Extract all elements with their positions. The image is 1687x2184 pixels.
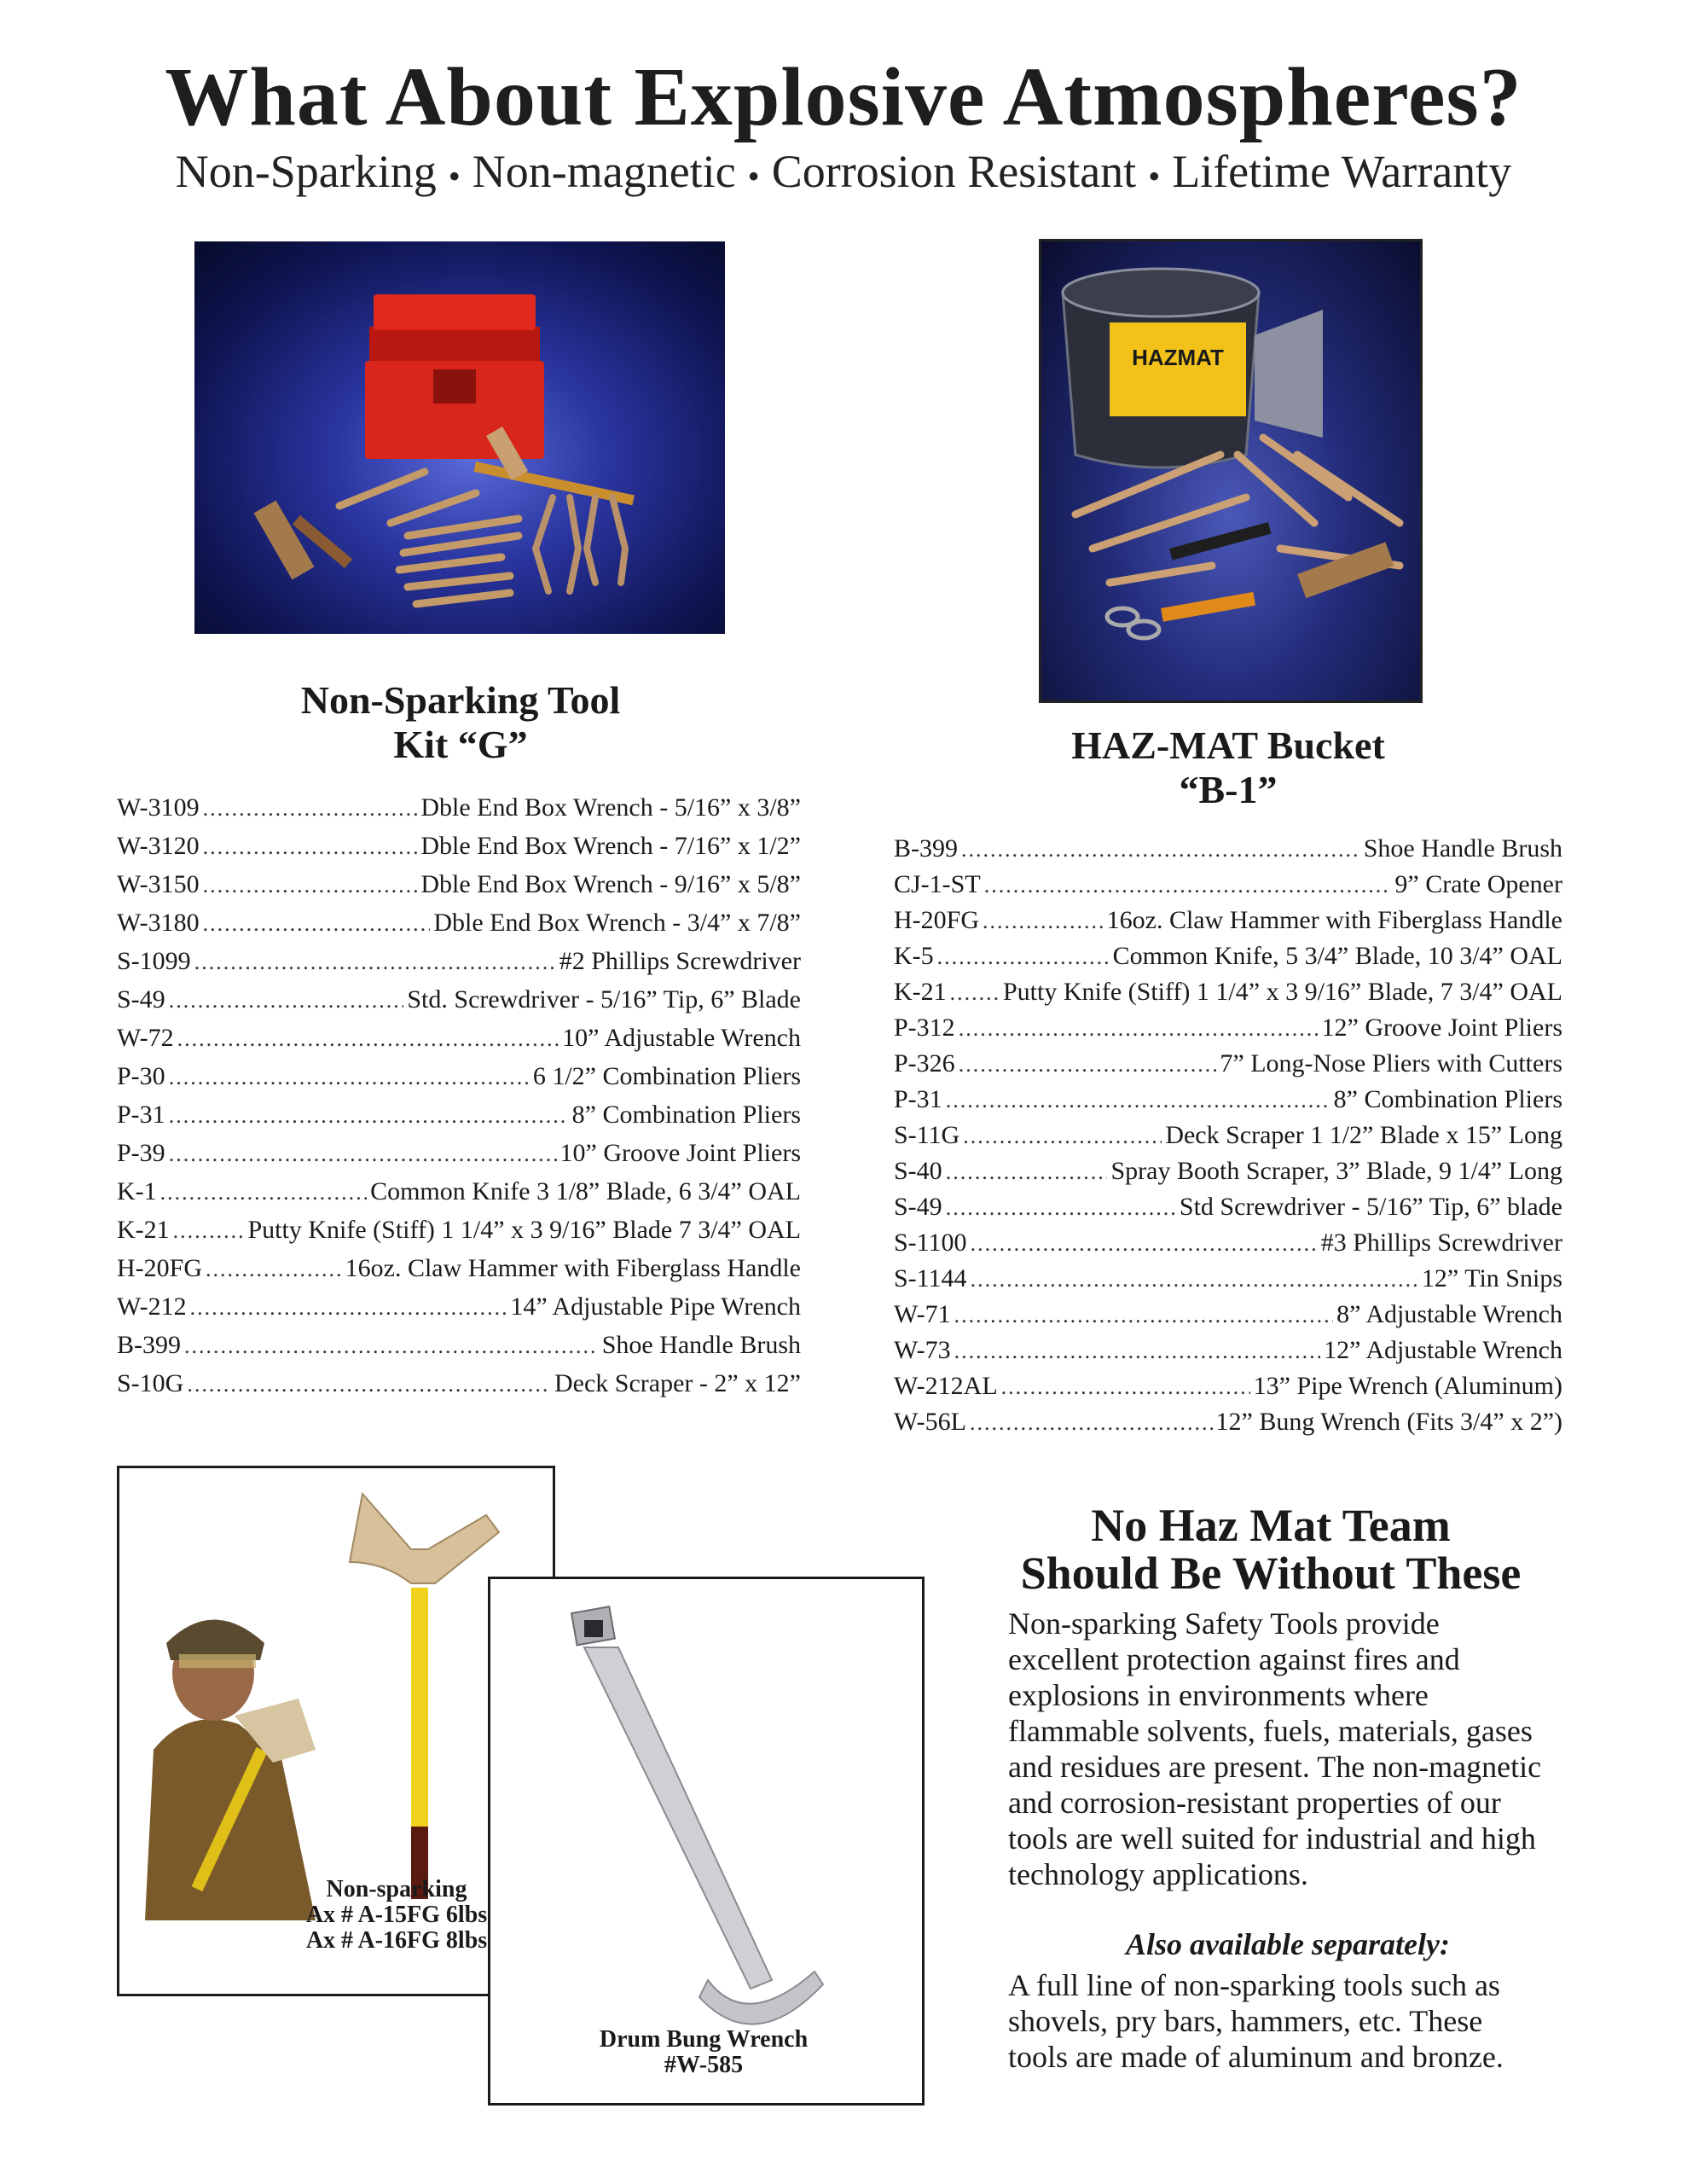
bucket-lid-divider: [1255, 310, 1323, 438]
list-item: [117, 870, 801, 908]
leader-dots: [169, 988, 404, 1014]
list-item: [894, 1408, 1562, 1445]
axe-caption-line1: Non-sparking: [326, 1876, 467, 1902]
bucket-rim: [1063, 269, 1259, 317]
leader-dots: [203, 911, 431, 937]
leader-dots: [954, 1339, 1321, 1364]
hazmat-heading-line1: No Haz Mat Team: [1091, 1500, 1451, 1551]
item-description: Deck Scraper 1 1/2” Blade x 15” Long: [1165, 1121, 1562, 1149]
list-item: [117, 1254, 801, 1292]
leader-dots: [203, 834, 418, 860]
leader-dots: [954, 1303, 1334, 1328]
list-item: [117, 1024, 801, 1061]
item-description: #2 Phillips Screwdriver: [559, 947, 801, 975]
list-item: [117, 909, 801, 946]
item-code: P-31: [117, 1101, 165, 1129]
list-item: [894, 1372, 1562, 1409]
leader-dots: [950, 980, 1000, 1006]
item-description: Common Knife, 5 3/4” Blade, 10 3/4” OAL: [1112, 942, 1562, 970]
item-description: 10” Adjustable Wrench: [562, 1024, 801, 1052]
item-code: P-31: [894, 1085, 942, 1113]
item-code: P-39: [117, 1139, 165, 1167]
text-line: excellent protection against fires and: [1008, 1642, 1460, 1676]
feature-non-sparking: Non-Sparking: [175, 146, 437, 197]
leader-dots: [184, 1333, 599, 1359]
item-description: 10” Groove Joint Pliers: [559, 1139, 801, 1167]
leader-dots: [959, 1016, 1319, 1042]
leader-dots: [971, 1231, 1318, 1257]
wrench-shaft: [584, 1647, 772, 1989]
list-item: [117, 1139, 801, 1176]
list-item: [894, 1014, 1562, 1051]
item-code: P-312: [894, 1014, 955, 1042]
item-code: W-56L: [894, 1408, 966, 1436]
hazmat-bucket-photo: [1039, 239, 1423, 703]
item-description: Dble End Box Wrench - 3/4” x 7/8”: [433, 909, 801, 937]
hazmat-body-text: [1008, 1606, 1588, 1892]
item-code: W-71: [894, 1300, 951, 1328]
item-description: Shoe Handle Brush: [601, 1331, 801, 1359]
list-item: [117, 1331, 801, 1368]
item-code: S-1144: [894, 1264, 967, 1292]
text-line: shovels, pry bars, hammers, etc. These: [1008, 2004, 1483, 2038]
leader-dots: [963, 1124, 1162, 1149]
item-code: P-30: [117, 1062, 165, 1090]
item-code: H-20FG: [894, 906, 980, 934]
item-code: W-3109: [117, 793, 200, 822]
leader-dots: [946, 1195, 1176, 1221]
brush: [254, 501, 315, 580]
item-description: 9” Crate Opener: [1394, 870, 1562, 898]
leader-dots: [194, 950, 556, 975]
leader-dots: [937, 944, 1110, 970]
list-item: [894, 1085, 1562, 1123]
item-description: Dble End Box Wrench - 9/16” x 5/8”: [420, 870, 801, 898]
text-line: and corrosion-resistant properties of our: [1008, 1786, 1501, 1820]
list-item: [117, 1177, 801, 1215]
bucket-illustration: [1041, 241, 1420, 700]
item-description: #3 Phillips Screwdriver: [1320, 1228, 1562, 1257]
item-description: 12” Tin Snips: [1421, 1264, 1562, 1292]
leader-dots: [946, 1159, 1108, 1185]
leader-dots: [187, 1372, 551, 1397]
item-description: 7” Long-Nose Pliers with Cutters: [1220, 1049, 1562, 1077]
leader-dots: [983, 909, 1104, 934]
leader-dots: [173, 1218, 245, 1244]
item-code: W-212: [117, 1292, 187, 1321]
drum-bung-wrench-illustration: [490, 1579, 922, 2103]
hazmat-heading-line2: Should Be Without These: [1020, 1548, 1522, 1599]
item-code: H-20FG: [117, 1254, 203, 1282]
text-line: tools are made of aluminum and bronze.: [1008, 2040, 1504, 2074]
toolbox-lid: [369, 327, 540, 365]
screwdriver-handle: [1161, 592, 1255, 622]
item-description: 14” Adjustable Pipe Wrench: [510, 1292, 801, 1321]
bullet-separator: •: [1148, 157, 1161, 196]
firefighter-helmet: [166, 1620, 264, 1661]
leader-dots: [946, 1088, 1330, 1113]
leader-dots: [970, 1410, 1213, 1436]
tool-kit-g-photo: [194, 241, 725, 634]
item-code: W-3120: [117, 832, 200, 860]
list-item: [894, 978, 1562, 1015]
bullet-separator: •: [747, 157, 760, 196]
text-line: explosions in environments where: [1008, 1678, 1429, 1712]
item-description: Putty Knife (Stiff) 1 1/4” x 3 9/16” Blade, 7 3/4” OAL: [1002, 978, 1562, 1006]
bucket-label-text: HAZMAT: [1132, 345, 1224, 370]
item-description: Putty Knife (Stiff) 1 1/4” x 3 9/16” Blade 7 3/4” OAL: [247, 1216, 801, 1244]
kit-g-title: [230, 678, 691, 767]
item-description: 8” Adjustable Wrench: [1336, 1300, 1562, 1328]
leader-dots: [203, 796, 418, 822]
item-code: S-49: [117, 985, 165, 1014]
item-code: B-399: [894, 834, 958, 863]
drum-caption-line2: #W-585: [664, 2052, 744, 2078]
text-line: tools are well suited for industrial and high: [1008, 1821, 1536, 1856]
hazmat-heading: [972, 1502, 1569, 1597]
kit-g-title-line2: Kit “G”: [393, 723, 528, 766]
wrench-set: [339, 472, 519, 604]
item-description: 8” Combination Pliers: [571, 1101, 801, 1129]
item-description: Deck Scraper - 2” x 12”: [554, 1369, 801, 1397]
leader-dots: [959, 1052, 1217, 1077]
item-code: S-40: [894, 1157, 942, 1185]
list-item: [894, 834, 1562, 872]
item-code: W-3180: [117, 909, 200, 937]
list-item: [117, 1101, 801, 1138]
list-item: [894, 1157, 1562, 1194]
item-code: W-73: [894, 1336, 951, 1364]
feature-lifetime-warranty: Lifetime Warranty: [1172, 146, 1512, 197]
item-description: 16oz. Claw Hammer with Fiberglass Handle: [345, 1254, 801, 1282]
item-description: Std. Screwdriver - 5/16” Tip, 6” Blade: [407, 985, 801, 1014]
item-description: 16oz. Claw Hammer with Fiberglass Handle: [1106, 906, 1562, 934]
text-line: A full line of non-sparking tools such as: [1008, 1968, 1500, 2002]
text-line: Non-sparking Safety Tools provide: [1008, 1606, 1440, 1641]
tool-kit-illustration: [194, 241, 725, 634]
item-code: B-399: [117, 1331, 181, 1359]
also-available-heading: Also available separately:: [1126, 1927, 1450, 1961]
item-description: Dble End Box Wrench - 5/16” x 3/8”: [420, 793, 801, 822]
item-code: S-11G: [894, 1121, 960, 1149]
list-item: [117, 1216, 801, 1253]
leader-dots: [177, 1026, 559, 1052]
item-code: S-1099: [117, 947, 191, 975]
list-item: [894, 870, 1562, 908]
item-description: Shoe Handle Brush: [1363, 834, 1562, 863]
list-item: [894, 1300, 1562, 1338]
item-description: 12” Bung Wrench (Fits 3/4” x 2”): [1215, 1408, 1562, 1436]
leader-dots: [169, 1065, 530, 1090]
item-code: W-212AL: [894, 1372, 998, 1400]
item-code: W-72: [117, 1024, 174, 1052]
item-description: 12” Adjustable Wrench: [1324, 1336, 1562, 1364]
toolbox-top: [374, 294, 536, 330]
item-description: Dble End Box Wrench - 7/16” x 1/2”: [420, 832, 801, 860]
bullet-separator: •: [448, 157, 461, 196]
text-line: technology applications.: [1008, 1857, 1308, 1891]
leader-dots: [971, 1267, 1418, 1292]
leader-dots: [984, 873, 1392, 898]
axe-caption-line3: Ax # A-16FG 8lbs: [305, 1927, 488, 1954]
leader-dots: [169, 1103, 569, 1129]
bucket-title: [972, 723, 1484, 812]
list-item: [894, 1121, 1562, 1159]
item-code: P-326: [894, 1049, 955, 1077]
list-item: [894, 1193, 1562, 1230]
item-code: K-1: [117, 1177, 157, 1205]
wrench-head-socket: [584, 1620, 603, 1637]
list-item: [117, 832, 801, 869]
item-code: K-21: [117, 1216, 170, 1244]
item-description: Std Screwdriver - 5/16” Tip, 6” blade: [1179, 1193, 1562, 1221]
kit-g-title-line1: Non-Sparking Tool: [300, 678, 621, 722]
hammer-handle: [1169, 522, 1272, 561]
item-description: 6 1/2” Combination Pliers: [532, 1062, 801, 1090]
leader-dots: [190, 1295, 507, 1321]
axe-head: [350, 1494, 499, 1583]
text-line: flammable solvents, fuels, materials, gases: [1008, 1714, 1533, 1748]
pliers-set: [536, 497, 625, 591]
feature-non-magnetic: Non-magnetic: [472, 146, 736, 197]
also-available-text: [1008, 1967, 1588, 2075]
drum-caption-line1: Drum Bung Wrench: [599, 2026, 809, 2053]
item-code: K-21: [894, 978, 947, 1006]
leader-dots: [160, 1180, 367, 1205]
item-code: W-3150: [117, 870, 200, 898]
leader-dots: [1001, 1374, 1250, 1400]
list-item: [117, 947, 801, 985]
toolbox-latch: [433, 369, 476, 404]
item-code: S-1100: [894, 1228, 967, 1257]
list-item: [117, 1292, 801, 1330]
item-code: CJ-1-ST: [894, 870, 981, 898]
item-description: 12” Groove Joint Pliers: [1321, 1014, 1562, 1042]
tin-snips: [1107, 608, 1159, 638]
list-item: [894, 1049, 1562, 1087]
list-item: [894, 1228, 1562, 1266]
list-item: [894, 1264, 1562, 1302]
item-description: Spray Booth Scraper, 3” Blade, 9 1/4” Long: [1110, 1157, 1562, 1185]
bucket-title-line2: “B-1”: [1179, 768, 1278, 811]
leader-dots: [169, 1141, 557, 1167]
list-item: [117, 985, 801, 1023]
item-description: Common Knife 3 1/8” Blade, 6 3/4” OAL: [370, 1177, 801, 1205]
list-item: [894, 906, 1562, 944]
feature-corrosion-resistant: Corrosion Resistant: [771, 146, 1137, 197]
list-item: [117, 1369, 801, 1407]
item-description: 8” Combination Pliers: [1333, 1085, 1562, 1113]
drum-wrench-caption: [554, 2027, 853, 2078]
list-item: [117, 1062, 801, 1100]
bucket-title-line1: HAZ-MAT Bucket: [1071, 723, 1385, 767]
text-line: and residues are present. The non-magnetic: [1008, 1750, 1542, 1784]
item-code: K-5: [894, 942, 934, 970]
axe-caption-line2: Ax # A-15FG 6lbs: [305, 1902, 488, 1928]
page-title: What About Explosive Atmospheres?: [165, 51, 1522, 143]
leader-dots: [961, 837, 1360, 863]
helmet-goggles: [179, 1654, 256, 1668]
list-item: [117, 793, 801, 831]
item-description: 13” Pipe Wrench (Aluminum): [1253, 1372, 1562, 1400]
feature-strip: [0, 145, 1687, 198]
list-item: [894, 942, 1562, 979]
item-code: S-10G: [117, 1369, 184, 1397]
item-code: S-49: [894, 1193, 942, 1221]
leader-dots: [203, 873, 418, 898]
leader-dots: [206, 1257, 342, 1282]
list-item: [894, 1336, 1562, 1374]
